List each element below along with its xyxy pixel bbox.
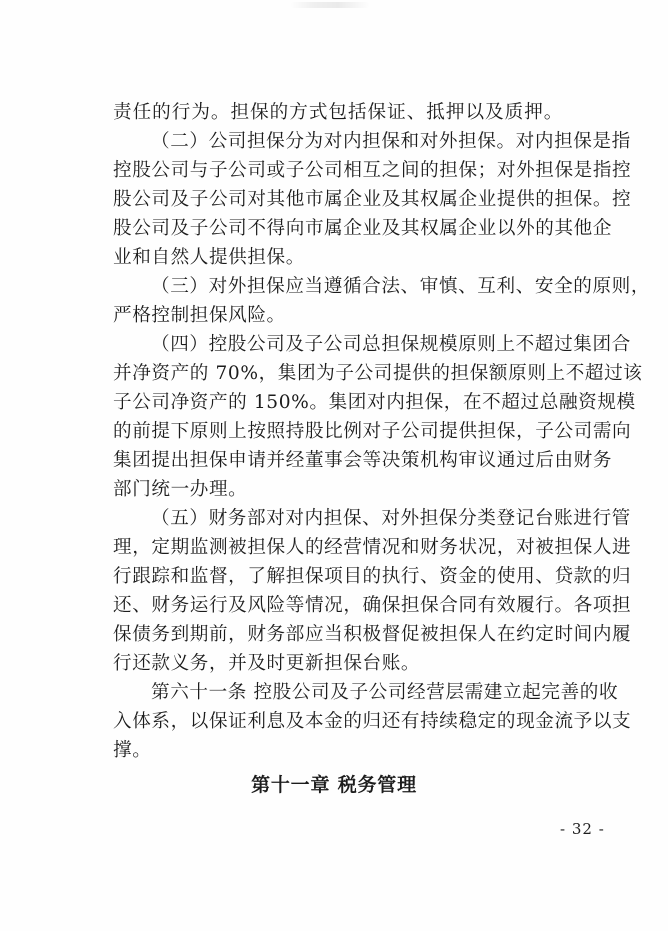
text-line: 并净资产的 70%，集团为子公司提供的担保额原则上不超过该 (113, 363, 643, 384)
text-line: 撑。 (113, 740, 152, 761)
text-line: 行还款义务，并及时更新担保台账。 (113, 653, 421, 674)
text-line: 控股公司与子公司或子公司相互之间的担保；对外担保是指控 (113, 160, 632, 181)
text-line: 集团提出担保申请并经董事会等决策机构审议通过后由财务 (113, 450, 613, 471)
text-line: （二）公司担保分为对内担保和对外担保。对内担保是指 (151, 131, 631, 152)
text-line: 责任的行为。担保的方式包括保证、抵押以及质押。 (113, 102, 563, 123)
text-line: 保债务到期前，财务部应当积极督促被担保人在约定时间内履 (113, 624, 632, 645)
text-line: 入体系，以保证利息及本金的归还有持续稳定的现金流予以支 (113, 711, 632, 732)
text-line: （四）控股公司及子公司总担保规模原则上不超过集团合 (151, 334, 631, 355)
text-line: 部门统一办理。 (113, 479, 248, 500)
page-number: - 32 - (560, 820, 605, 838)
text-line: 业和自然人提供担保。 (113, 247, 305, 268)
text-line: 严格控制担保风险。 (113, 305, 286, 326)
body-text (113, 98, 651, 765)
text-line: 的前提下原则上按照持股比例对子公司提供担保，子公司需向 (113, 421, 632, 442)
text-line: 子公司净资产的 150%。集团对内担保，在不超过总融资规模 (113, 392, 636, 413)
text-line: 股公司及子公司不得向市属企业及其权属企业以外的其他企 (113, 218, 613, 239)
text-line: （三）对外担保应当遵循合法、审慎、互利、安全的原则， (151, 276, 651, 297)
text-line: 股公司及子公司对其他市属企业及其权属企业提供的担保。控 (113, 189, 632, 210)
chapter-heading: 第十一章 税务管理 (251, 774, 417, 796)
text-line: （五）财务部对对内担保、对外担保分类登记台账进行管 (151, 508, 631, 529)
text-line: 第六十一条 控股公司及子公司经营层需建立起完善的收 (151, 682, 619, 703)
text-line: 还、财务运行及风险等情况，确保担保合同有效履行。各项担 (113, 595, 632, 616)
text-line: 行跟踪和监督，了解担保项目的执行、资金的使用、贷款的归 (113, 566, 632, 587)
scan-artifact (290, 2, 370, 8)
text-line: 理，定期监测被担保人的经营情况和财务状况，对被担保人进 (113, 537, 632, 558)
